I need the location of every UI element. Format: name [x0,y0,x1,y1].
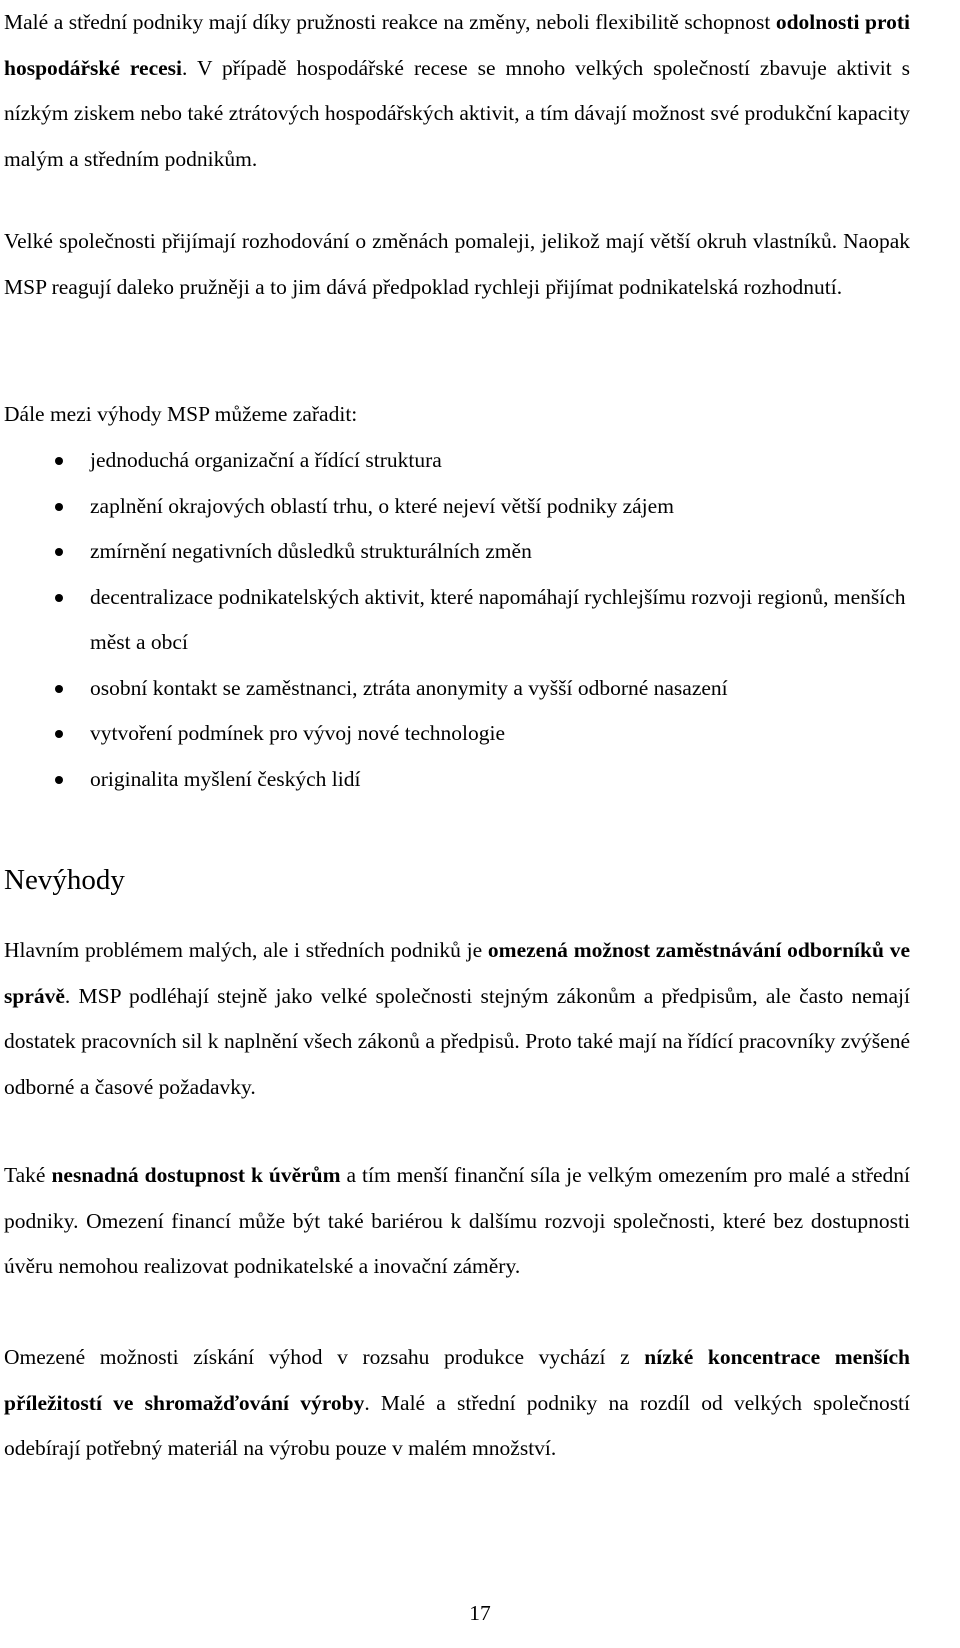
bold-phrase: omezená možnost zaměstnávání odborníků ve správě [4,938,910,1008]
advantages-list [4,438,910,802]
bullet-icon [55,776,63,784]
list-item [4,575,910,666]
paragraph-decision-speed: Velké společnosti přijímají rozhodování o změnách pomaleji, jelikož mají větší okruh vlastníků. Naopak MSP reagují daleko pružněji a to jim dává předpoklad rychleji přijímat podnikatelská rozhodnutí. [4,229,910,299]
bold-phrase: nízké koncentrace menších příležitostí ve shromažďování výroby [4,1345,910,1415]
list-item-text: jednoduchá organizační a řídící struktura [90,448,442,472]
section-heading: Nevýhody [4,864,125,896]
bullet-icon [55,457,63,465]
text-span: . V případě hospodářské recese se mnoho velkých společností zbavuje aktivit s nízkým ziskem nebo také ztrátových hospodářských aktivit, a tím dávají možnost své produkční kapacity malým a středním podnikům. [4,55,910,171]
bullet-icon [55,548,63,556]
list-item [4,529,910,575]
text-span: Hlavním problémem malých, ale i středních podniků je [4,938,488,962]
text-span: Omezené možnosti získání výhod v rozsahu produkce vychází z [4,1345,645,1369]
bullet-icon [55,594,63,602]
list-item [4,666,910,712]
text-span: Malé a střední podniky mají díky pružnosti reakce na změny, neboli flexibilitě schopnost [4,10,776,34]
paragraph-credit-access [4,1153,910,1290]
list-item [4,711,910,757]
list-item-text: vytvoření podmínek pro vývoj nové technologie [90,721,505,745]
text-span: a tím menší finanční síla je velkým omezením pro malé a střední podniky. Omezení financí může být také bariérou k dalšímu rozvoji společnosti, které bez dostupnosti úvěru nemohou realizovat podnikatelské a inovační záměry. [4,1163,910,1278]
text-span: . MSP podléhají stejně jako velké společnosti stejným zákonům a předpisům, ale často nemají dostatek pracovních sil k naplnění všech zákonů a předpisů. Proto také mají na řídící pracovníky zvýšené odborné a časové požadavky. [4,983,910,1099]
bold-phrase: odolnosti proti hospodářské recesi [4,10,910,80]
bullet-icon [55,685,63,693]
bullet-icon [55,730,63,738]
list-item-text: decentralizace podnikatelských aktivit, které napomáhají rychlejšímu rozvoji regionů, menších měst a obcí [90,584,906,654]
list-item-text: osobní kontakt se zaměstnanci, ztráta anonymity a vyšší odborné nasazení [90,675,728,700]
paragraph-production-scale [4,1335,910,1472]
paragraph-advantages-intro: Dále mezi výhody MSP můžeme zařadit: [4,402,358,426]
list-item [4,438,910,484]
list-item [4,757,910,803]
bold-phrase: nesnadná dostupnost k úvěrům [51,1163,341,1187]
list-item-text: zmírnění negativních důsledků strukturálních změn [90,539,532,563]
list-item [4,484,910,530]
page-number: 17 [469,1601,491,1625]
list-item-text: originalita myšlení českých lidí [90,766,361,791]
text-span: . Malé a střední podniky na rozdíl od velkých společností odebírají potřebný materiál na výrobu pouze v malém množství. [4,1390,911,1460]
text-span: Také [4,1163,52,1187]
list-item-text: zaplnění okrajových oblastí trhu, o které nejeví větší podniky zájem [90,493,674,518]
paragraph-resilience [4,0,910,182]
bullet-icon [55,503,63,511]
paragraph-specialists [4,928,910,1110]
